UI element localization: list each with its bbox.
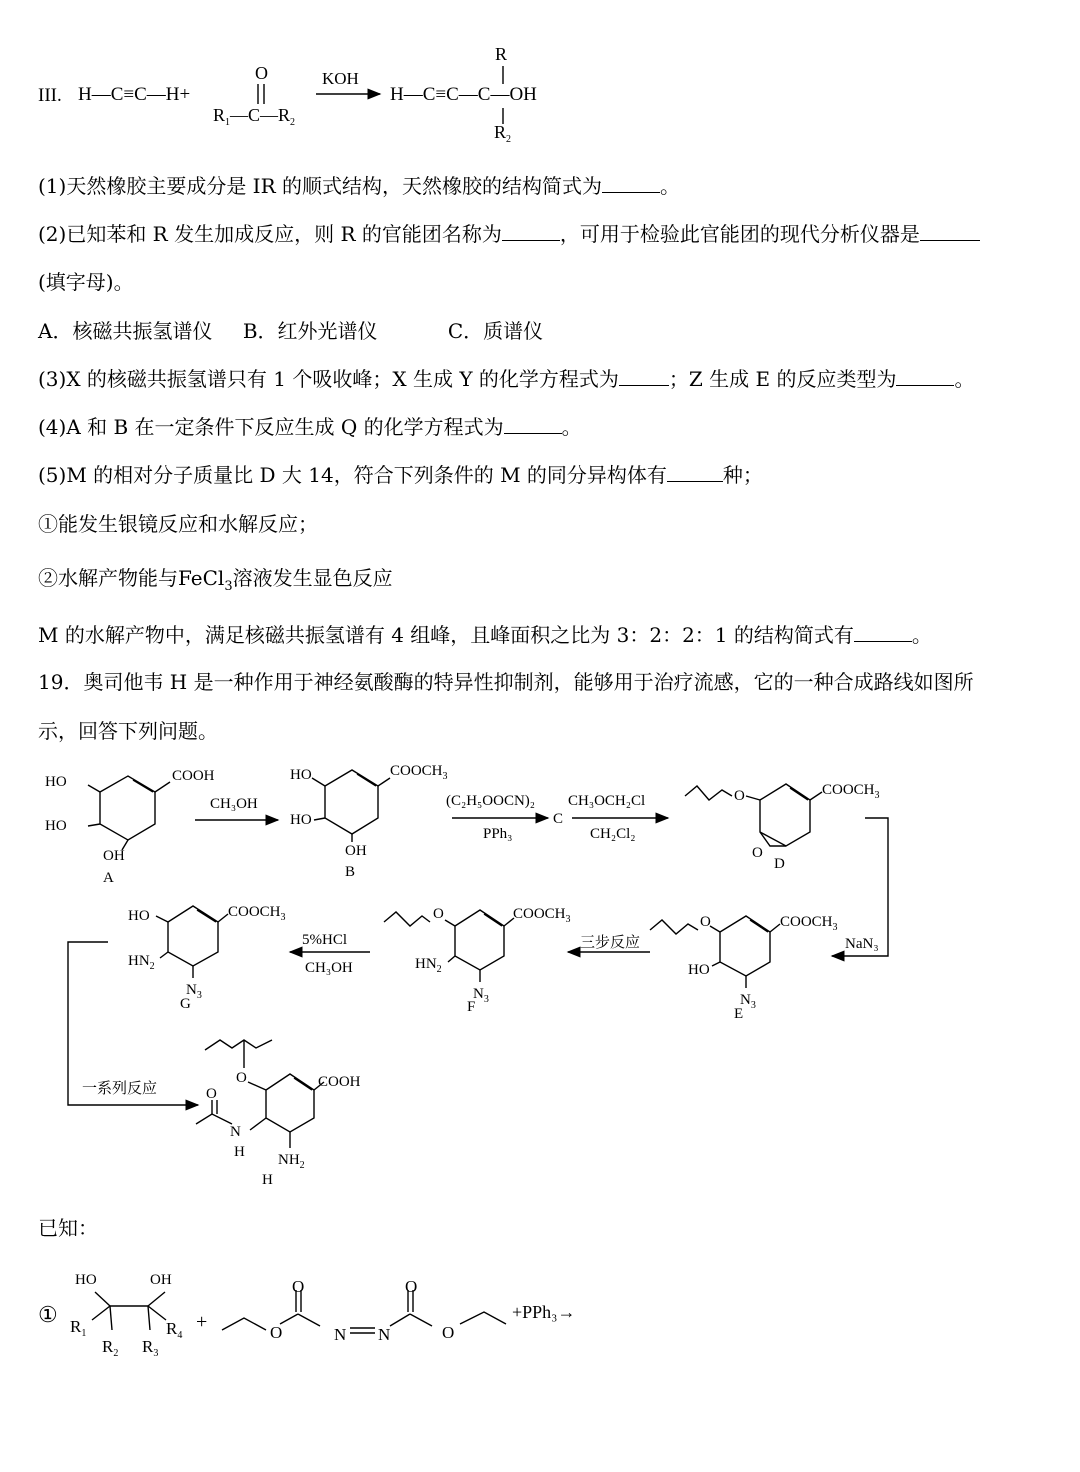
svg-text:N: N xyxy=(230,1124,241,1140)
svg-text:NH2: $NH_2$ xyxy=(278,1152,305,1171)
svg-text:N: N xyxy=(378,1325,391,1344)
svg-text:COOCH3: $COOCH_3$ xyxy=(513,906,571,925)
problem-19-intro-2: 示，回答下列问题。 xyxy=(38,719,218,743)
svg-text:COOH: COOH xyxy=(318,1074,361,1090)
svg-text:O: O xyxy=(433,906,444,922)
svg-text:R2: $R_2$ xyxy=(102,1337,119,1359)
svg-text:O: O xyxy=(236,1070,247,1086)
step4-reagent: NaN₃ xyxy=(845,936,879,952)
answer-blank-3b[interactable] xyxy=(896,365,954,386)
step5-reagent: 三步反应 xyxy=(580,935,641,951)
label-d: D xyxy=(774,856,785,872)
step2-reagent-bottom: PPh₃ xyxy=(483,826,513,842)
label-b: B xyxy=(345,864,356,880)
ketone-formula: $R_1—C—R_2$ xyxy=(213,105,296,128)
svg-text:R1: $R_1$ xyxy=(70,1317,87,1339)
svg-text:R3: $R_3$ xyxy=(142,1337,159,1359)
question-2-options xyxy=(38,315,543,344)
answer-blank-2b[interactable] xyxy=(920,220,980,241)
question-5-structure: M 的水解产物中，满足核磁共振氢谱有 4 组峰，且峰面积之比为 3：2：2：1 的结构简式有 。 xyxy=(38,623,932,647)
option-b: B．红外光谱仪 xyxy=(242,319,378,343)
svg-text:N3: $N_3$ xyxy=(473,986,489,1005)
svg-text:O: O xyxy=(270,1323,283,1342)
svg-text:HO: HO xyxy=(75,1272,97,1288)
svg-text:COOCH3: $COOCH_3$ xyxy=(780,914,838,933)
plus-sign: + xyxy=(196,1311,208,1333)
reaction-iii xyxy=(38,44,537,145)
question-1: (1)天然橡胶主要成分是 IR 的顺式结构，天然橡胶的结构简式为 。 xyxy=(38,174,681,198)
svg-text:HO: HO xyxy=(290,767,312,783)
answer-blank-5a[interactable] xyxy=(667,461,723,482)
known-item-number: ① xyxy=(38,1302,58,1327)
acetylene-formula: H—C≡C—H+ xyxy=(78,84,191,105)
question-2-text: (2)已知苯和 R 发生加成反应，则 R 的官能团名称为 xyxy=(38,222,502,246)
answer-blank-1[interactable] xyxy=(602,172,660,193)
pph3-arrow: +PPh₃→ xyxy=(512,1302,576,1322)
svg-text:OH: OH xyxy=(103,848,125,864)
molecule-d xyxy=(685,784,822,846)
svg-text:HN2: $HN_2$ xyxy=(415,956,442,975)
answer-blank-5c[interactable] xyxy=(854,621,912,642)
step3-reagent-top: CH₃OCH₂Cl xyxy=(568,793,646,809)
svg-text:O: O xyxy=(700,914,711,930)
svg-text:N: N xyxy=(334,1325,347,1344)
question-1-text: (1)天然橡胶主要成分是 IR 的顺式结构，天然橡胶的结构简式为 xyxy=(38,174,603,198)
question-2-line2: (填字母)。 xyxy=(38,270,134,294)
svg-text:H: H xyxy=(234,1144,245,1160)
step7-reagent: 一系列反应 xyxy=(82,1081,158,1097)
molecule-e xyxy=(650,916,780,988)
svg-text:HO: HO xyxy=(45,774,67,790)
step6-reagent-top: 5%HCl xyxy=(302,932,347,948)
svg-text:N3: $N_3$ xyxy=(186,982,202,1001)
answer-blank-3a[interactable] xyxy=(619,365,669,386)
step1-reagent: CH₃OH xyxy=(210,796,258,812)
svg-text:O: O xyxy=(206,1086,217,1102)
question-2: (2)已知苯和 R 发生加成反应，则 R 的官能团名称为 ，可用于检验此官能团的现代分析仪器是 xyxy=(38,218,980,247)
svg-text:OH: OH xyxy=(345,843,367,859)
question-4-text: (4)A 和 B 在一定条件下反应生成 Q 的化学方程式为 xyxy=(38,415,504,439)
answer-blank-2a[interactable] xyxy=(502,220,560,241)
svg-text:HO: HO xyxy=(45,818,67,834)
question-5: (5)M 的相对分子质量比 D 大 14，符合下列条件的 M 的同分异构体有 种； xyxy=(38,463,763,487)
dead-structure xyxy=(222,1290,506,1333)
question-5-text: (5)M 的相对分子质量比 D 大 14，符合下列条件的 M 的同分异构体有 xyxy=(38,463,667,487)
question-3-text: (3)X 的核磁共振氢谱只有 1 个吸收峰；X 生成 Y 的化学方程式为 xyxy=(38,367,619,391)
koh-reagent: KOH xyxy=(322,69,359,88)
svg-text:O: O xyxy=(292,1277,305,1296)
step6-reagent-bottom: CH₃OH xyxy=(305,960,353,976)
svg-text:O: O xyxy=(255,63,268,83)
svg-text:R2: $R_2$ xyxy=(494,122,512,145)
label-f: F xyxy=(467,999,476,1015)
svg-text:HO: HO xyxy=(128,908,150,924)
known-title: 已知： xyxy=(38,1216,98,1240)
question-4: (4)A 和 B 在一定条件下反应生成 Q 的化学方程式为 。 xyxy=(38,415,582,439)
svg-text:O: O xyxy=(442,1323,455,1342)
option-c: C．质谱仪 xyxy=(447,319,544,343)
question-5c-text: M 的水解产物中，满足核磁共振氢谱有 4 组峰，且峰面积之比为 3：2：2：1 的结构简式有 xyxy=(38,623,854,647)
label-e: E xyxy=(734,1006,744,1022)
svg-text:O: O xyxy=(405,1277,418,1296)
problem-19-intro: 19．奥司他韦 H 是一种作用于神经氨酸酶的特异性抑制剂，能够用于治疗流感，它的一种合成路线如图所 xyxy=(38,670,974,694)
known-reaction xyxy=(38,1272,575,1359)
intermediate-c: C xyxy=(553,811,564,827)
svg-text:N3: $N_3$ xyxy=(740,992,756,1011)
condition-2: ②水解产物能与FeCl$_3$溶液发生显色反应 xyxy=(38,566,393,594)
svg-text:O: O xyxy=(734,788,745,804)
molecule-f xyxy=(384,910,514,982)
label-h: H xyxy=(262,1172,273,1188)
svg-text:COOH: COOH xyxy=(172,768,215,784)
option-a: A．核磁共振氢谱仪 xyxy=(38,319,213,343)
molecule-b xyxy=(312,770,390,842)
svg-text:O: O xyxy=(752,845,763,861)
product-formula: H—C≡C—C—OH xyxy=(390,84,537,105)
label-a: A xyxy=(103,870,114,886)
svg-text:COOCH3: $COOCH_3$ xyxy=(822,782,880,801)
condition-1: ①能发生银镜反应和水解反应； xyxy=(38,512,318,536)
svg-text:HO: HO xyxy=(290,812,312,828)
molecule-a xyxy=(88,776,170,850)
question-3: (3)X 的核磁共振氢谱只有 1 个吸收峰；X 生成 Y 的化学方程式为 ；Z 生成 E 的反应类型为 。 xyxy=(38,367,975,391)
step3-reagent-bottom: CH₂Cl₂ xyxy=(590,826,636,842)
step2-reagent-top: (C₂H₅OOCN)₂ xyxy=(446,793,536,809)
svg-text:COOCH3: $COOCH_3$ xyxy=(228,904,286,923)
svg-text:R4: $R_4$ xyxy=(166,1319,183,1341)
answer-blank-4[interactable] xyxy=(504,413,562,434)
fecl3-formula: FeCl xyxy=(178,566,225,590)
reaction-iii-label: III. xyxy=(38,85,62,106)
svg-text:HO: HO xyxy=(688,962,710,978)
svg-text:OH: OH xyxy=(150,1272,172,1288)
svg-text:R: R xyxy=(495,44,508,64)
label-g: G xyxy=(180,996,191,1012)
molecule-g xyxy=(156,906,228,978)
svg-text:HN2: $HN_2$ xyxy=(128,953,155,972)
svg-text:COOCH3: $COOCH_3$ xyxy=(390,763,448,782)
